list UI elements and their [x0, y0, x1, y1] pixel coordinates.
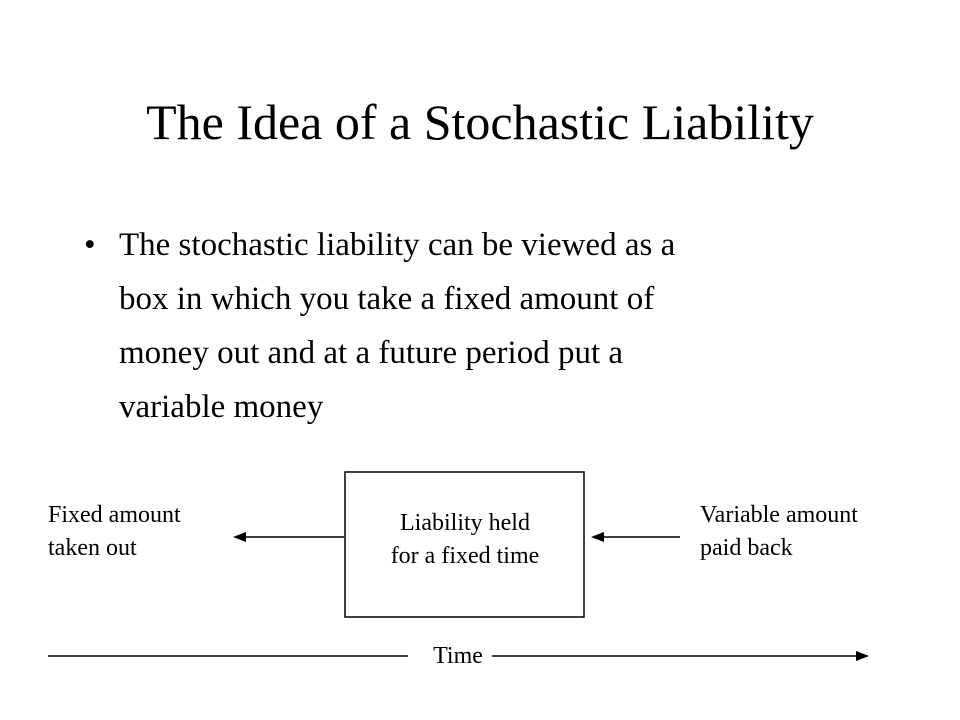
- bullet-list: [84, 218, 864, 434]
- outflow-arrowhead-icon: [233, 532, 246, 542]
- inflow-arrowhead-icon: [591, 532, 604, 542]
- fixed-amount-label-line: taken out: [48, 535, 137, 561]
- liability-box-label: [346, 507, 584, 573]
- time-axis-arrowhead-icon: [856, 651, 869, 661]
- slide-title: The Idea of a Stochastic Liability: [146, 94, 814, 150]
- bullet-dot-icon: •: [84, 227, 96, 263]
- variable-amount-label: [700, 499, 858, 565]
- bullet-line: The stochastic liability can be viewed as a: [119, 227, 676, 263]
- fixed-amount-label: [48, 499, 181, 565]
- bullet-line: variable money: [119, 389, 324, 425]
- time-axis-label: Time: [433, 643, 483, 669]
- variable-amount-label-line: paid back: [700, 535, 793, 561]
- fixed-amount-label-line: Fixed amount: [48, 502, 181, 528]
- liability-box-label-line: Liability held: [400, 510, 530, 536]
- bullet-item: [84, 218, 864, 434]
- bullet-line: money out and at a future period put a: [119, 335, 624, 371]
- variable-amount-label-line: Variable amount: [700, 502, 858, 528]
- bullet-line: box in which you take a fixed amount of: [119, 281, 655, 317]
- liability-box-label-line: for a fixed time: [390, 543, 540, 569]
